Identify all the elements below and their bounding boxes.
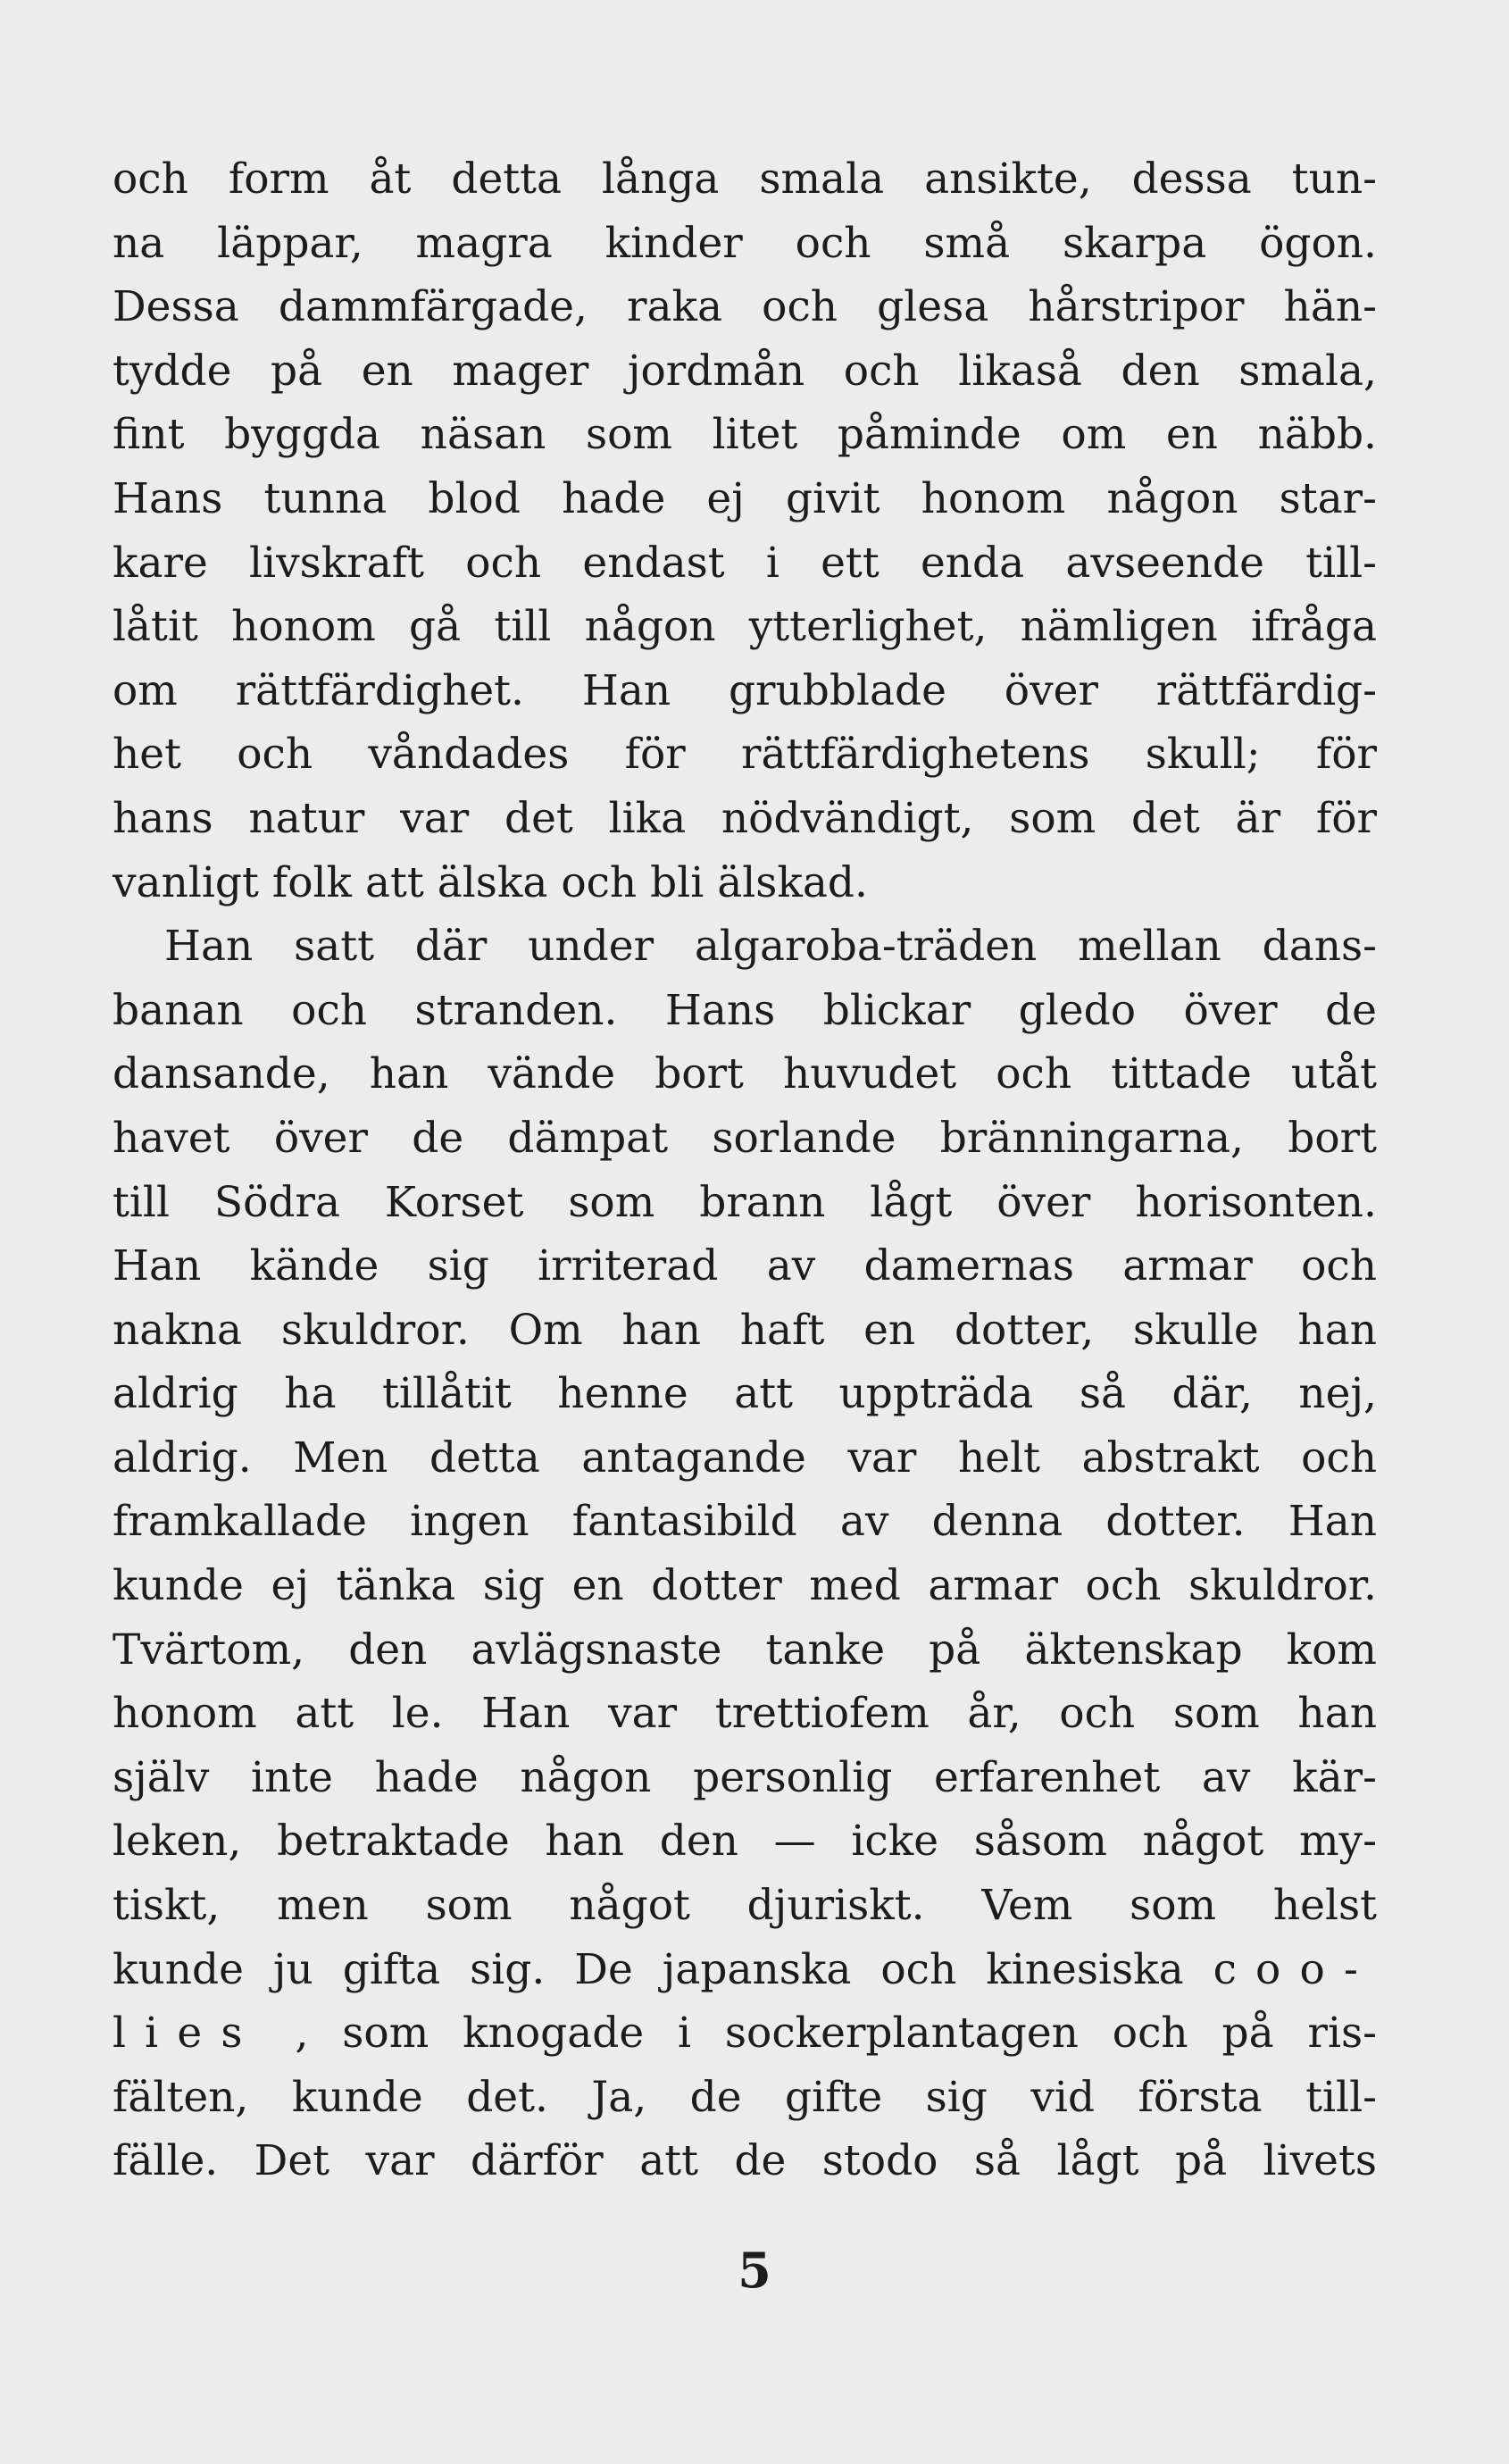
text-line-11: hans natur var det lika nödvändigt, som det är för: [113, 793, 1377, 843]
text-line-24: Tvärtom, den avlägsnaste tanke på äktenskap kom: [113, 1625, 1377, 1675]
text-line-30: [113, 2001, 1377, 2066]
text-line-18: Han kände sig irriterad av damernas armar och: [113, 1241, 1377, 1291]
text-line-6: Hans tunna blod hade ej givit honom någon star-: [113, 473, 1377, 523]
spaced-word-coolies-end: lies: [113, 2009, 262, 2059]
text-line-13: Han satt där under algaroba-träden mellan dans-: [164, 922, 1377, 972]
page-number: 5: [738, 2242, 771, 2299]
text-line-21: aldrig. Men detta antagande var helt abstrakt och: [113, 1432, 1377, 1483]
text-line-2: na läppar, magra kinder och små skarpa ögon.: [113, 218, 1377, 268]
text-line-4: tydde på en mager jordmån och likaså den smala,: [113, 346, 1377, 396]
text-line-25: honom att le. Han var trettiofem år, och som han: [113, 1689, 1377, 1739]
text-line-32: fälle. Det var därför att de stodo så lågt på livets: [113, 2136, 1377, 2186]
text-line-19: nakna skuldror. Om han haft en dotter, skulle han: [113, 1305, 1377, 1355]
text-line-14: banan och stranden. Hans blickar gledo över de: [113, 985, 1377, 1035]
text-line-20: aldrig ha tillåtit henne att uppträda så där, nej,: [113, 1369, 1377, 1419]
text-line-15: dansande, han vände bort huvudet och tittade utåt: [113, 1049, 1377, 1099]
body-text: [113, 147, 1377, 2193]
text-line-23: kunde ej tänka sig en dotter med armar och skuldror.: [113, 1561, 1377, 1611]
text-line-29-body: kunde ju gifta sig. De japanska och kinesiska: [113, 1944, 1184, 1994]
text-line-10: het och våndades för rättfärdighetens skull; för: [113, 730, 1377, 780]
text-line-26: själv inte hade någon personlig erfarenhet av kär-: [113, 1752, 1377, 1802]
text-line-22: framkallade ingen fantasibild av denna dotter. Han: [113, 1497, 1377, 1547]
text-line-17: till Södra Korset som brann lågt över horisonten.: [113, 1177, 1377, 1227]
spaced-word-coolies-start: coo-: [1213, 1944, 1377, 1994]
text-line-12: vanligt folk att älska och bli älskad.: [113, 857, 868, 907]
text-line-5: fint byggda näsan som litet påminde om en näbb.: [113, 410, 1377, 460]
text-line-3: Dessa dammfärgade, raka och glesa hårstripor hän-: [113, 282, 1377, 332]
text-line-28: tiskt, men som något djuriskt. Vem som helst: [113, 1881, 1377, 1931]
text-line-31: fälten, kunde det. Ja, de gifte sig vid första till-: [113, 2072, 1377, 2122]
text-line-30-body: , som knogade i sockerplantagen och på ris-: [295, 2009, 1377, 2059]
text-line-29: [113, 1938, 1377, 2002]
text-line-9: om rättfärdighet. Han grubblade över rättfärdig-: [113, 665, 1377, 715]
text-line-27: leken, betraktade han den — icke såsom något my-: [113, 1817, 1377, 1867]
text-line-8: låtit honom gå till någon ytterlighet, nämligen ifråga: [113, 602, 1377, 652]
text-line-16: havet över de dämpat sorlande bränningarna, bort: [113, 1113, 1377, 1163]
text-line-1: och form åt detta långa smala ansikte, dessa tun-: [113, 155, 1377, 204]
text-line-7: kare livskraft och endast i ett enda avseende till-: [113, 538, 1377, 588]
